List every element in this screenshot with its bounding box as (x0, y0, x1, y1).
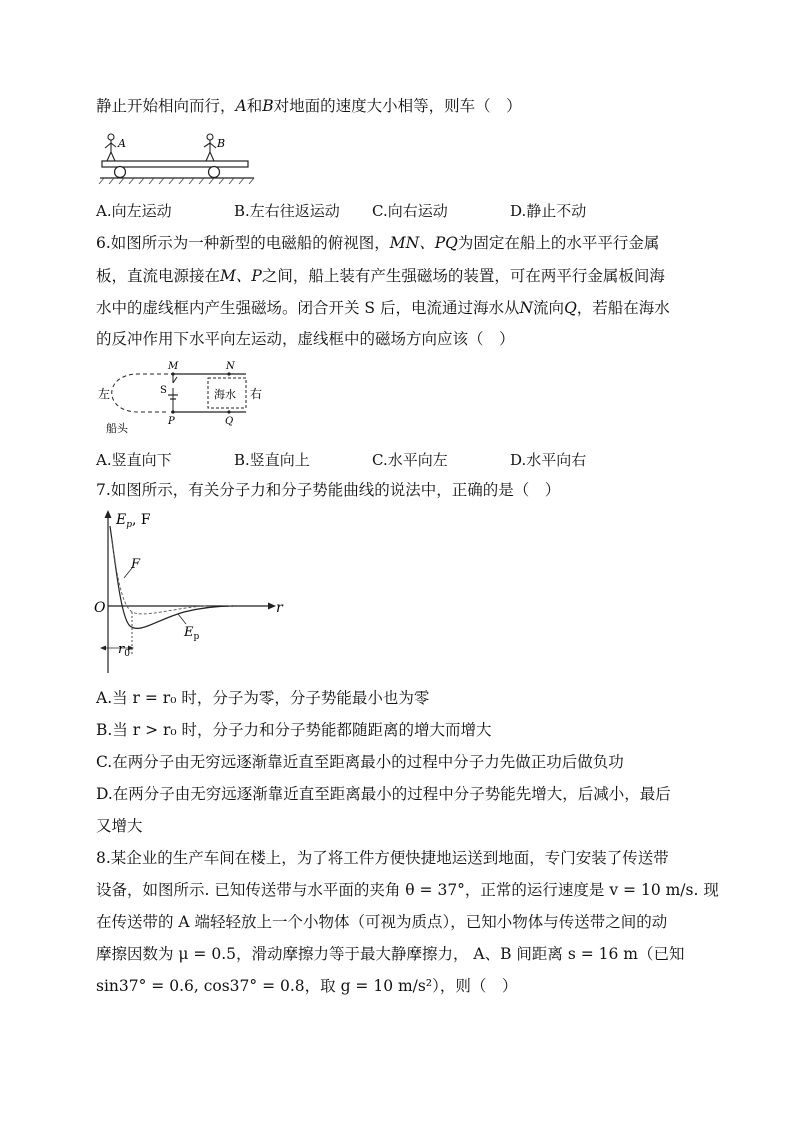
q5-option-d[interactable]: D.静止不动 (510, 202, 587, 220)
q6-fig-q: Q (225, 416, 234, 427)
q5-option-c[interactable]: C.向右运动 (372, 202, 448, 220)
q6-stem-part: 板，直流电源接在 (96, 267, 221, 285)
q6-fig-bow: 船头 (106, 422, 128, 435)
q5-stem-A: A (235, 97, 247, 115)
q6-boat-figure (98, 360, 268, 436)
q6-stem-var: Q (564, 299, 577, 317)
q7-curve-ep (110, 526, 234, 628)
q6-option-d[interactable]: D.水平向右 (510, 451, 587, 469)
q6-stem-var: N (519, 299, 534, 317)
q7-option-d-cont: 又增大 (96, 817, 143, 835)
q6-stem-var: M、P (220, 267, 262, 285)
q6-stem-part: 流向 (533, 299, 565, 317)
q8-stem-line3: 在传送带的 A 端轻轻放上一个小物体（可视为质点），已知小物体与传送带之间的动 (96, 913, 668, 931)
q8-stem-line2: 设备，如图所示. 已知传送带与水平面的夹角 θ = 37°，正常的运行速度是 v = 10 m/s. 现 (96, 881, 719, 899)
q6-fig-p: P (168, 416, 175, 427)
q6-fig-left: 左 (98, 387, 111, 401)
q5-option-a[interactable]: A.向左运动 (96, 202, 172, 220)
person-a-icon (105, 134, 116, 161)
q7-option-b[interactable]: B.当 r > r₀ 时，分子力和分子势能都随距离的增大而增大 (96, 721, 492, 739)
q6-fig-right: 右 (250, 387, 263, 401)
q7-fig-yaxis: $E_p$, F (116, 512, 151, 530)
person-b-icon (204, 134, 216, 161)
q6-stem-part: 6.如图所示为一种新型的电磁船的俯视图， (96, 234, 390, 252)
q6-stem-part: 之间，船上装有产生强磁场的装置，可在两平行金属板间海 (261, 267, 665, 285)
q7-stem: 7.如图所示，有关分子力和分子势能曲线的说法中，正确的是（ ） (96, 481, 561, 499)
q6-stem-line3 (96, 298, 670, 318)
q6-fig-sea: 海水 (214, 388, 236, 401)
q7-curve-figure (94, 508, 294, 678)
q7-fig-r-axis: r (276, 600, 283, 616)
q7-fig-r0: $r_0$ (118, 642, 130, 659)
q6-stem-part: ，若船在海水 (576, 299, 670, 317)
q6-option-c[interactable]: C.水平向左 (372, 451, 448, 469)
q6-option-a[interactable]: A.竖直向下 (96, 451, 172, 469)
q5-stem-part: 静止开始相向而行， (96, 97, 236, 115)
q7-fig-origin: O (94, 600, 106, 616)
q7-option-d[interactable]: D.在两分子由无穷远逐渐靠近直至距离最小的过程中分子势能先增大，后减小，最后 (96, 785, 671, 803)
q6-stem-line2 (96, 266, 665, 286)
q7-fig-f-label: F (131, 557, 141, 572)
q7-fig-ep-label: $E_p$ (184, 625, 200, 642)
q7-curve-f (112, 538, 234, 614)
q8-stem-line5: sin37° = 0.6, cos37° = 0.8，取 g = 10 m/s²），则（ ） (96, 977, 518, 995)
q6-stem-var: MN、PQ (389, 234, 458, 252)
q8-stem-line1: 8.某企业的生产车间在楼上，为了将工件方便快捷地运送到地面，专门安装了传送带 (96, 849, 669, 867)
q5-fig-label-b: B (217, 137, 226, 150)
q5-stem-part: 对地面的速度大小相等，则车（ ） (273, 97, 522, 115)
q6-stem-part: 为固定在船上的水平平行金属 (457, 234, 660, 252)
q6-stem-part: 水中的虚线框内产生强磁场。闭合开关 S 后，电流通过海水从 (96, 299, 520, 317)
q5-fig-label-a: A (118, 137, 126, 150)
q5-stem-part: 和 (246, 97, 263, 115)
q7-option-a[interactable]: A.当 r = r₀ 时，分子为零，分子势能最小也为零 (96, 689, 430, 707)
q6-fig-n: N (226, 361, 235, 372)
q5-stem (96, 96, 522, 116)
q8-stem-line4: 摩擦因数为 μ = 0.5，滑动摩擦力等于最大静摩擦力， A、B 间距离 s = 16 m（已知 (96, 945, 685, 963)
q6-option-b[interactable]: B.竖直向上 (234, 451, 310, 469)
q6-stem-line4: 的反冲作用下水平向左运动，虚线框中的磁场方向应该（ ） (96, 330, 515, 348)
q5-cart-figure (98, 130, 258, 186)
q6-fig-m: M (168, 361, 179, 372)
q6-fig-s: S (160, 385, 167, 396)
q5-stem-B: B (262, 97, 274, 115)
q7-option-c[interactable]: C.在两分子由无穷远逐渐靠近直至距离最小的过程中分子力先做正功后做负功 (96, 753, 624, 771)
q5-option-b[interactable]: B.左右往返运动 (234, 202, 340, 220)
q6-stem-line1 (96, 233, 659, 253)
